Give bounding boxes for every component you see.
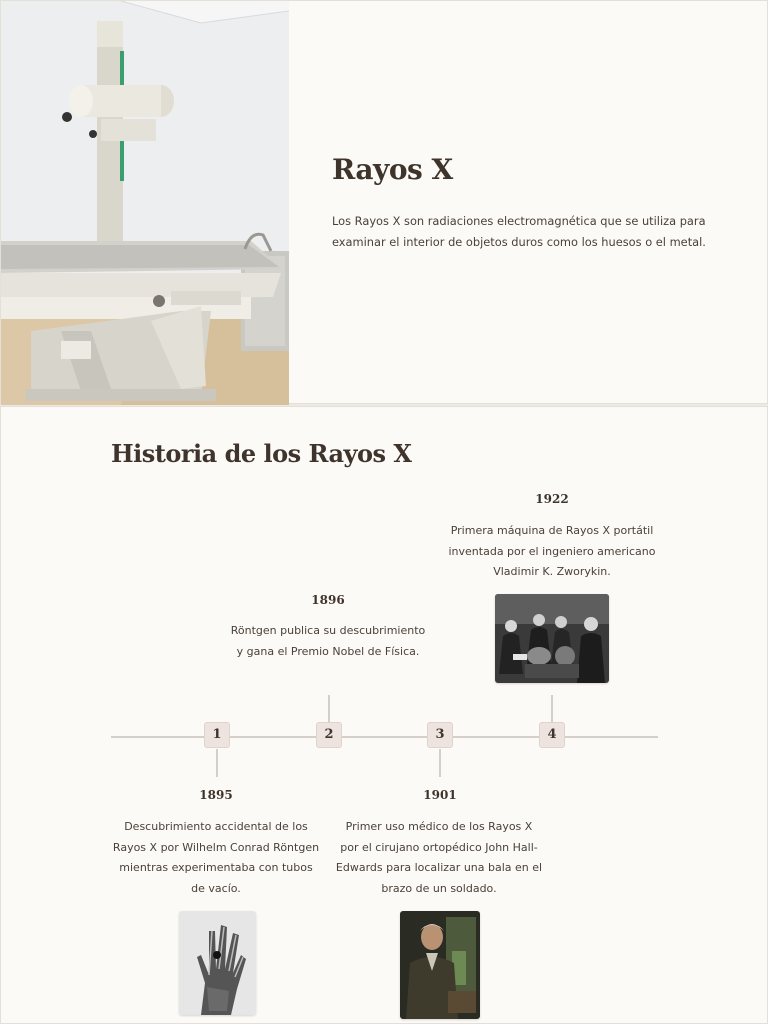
connector-1901 bbox=[439, 749, 441, 777]
connector-1896 bbox=[328, 695, 330, 723]
timeline-line bbox=[111, 736, 658, 738]
timeline-marker-4: 4 bbox=[539, 722, 565, 748]
event-text-1895: Descubrimiento accidental de los Rayos X por Wilhelm Conrad Röntgen mientras experimentaba con tubos de vacío. bbox=[112, 820, 320, 895]
timeline-slide bbox=[0, 406, 768, 1024]
intro-paragraph: Los Rayos X son radiaciones electromagnética que se utiliza para examinar el interior de objetos duros como los huesos o el metal. bbox=[332, 214, 706, 249]
timeline-marker-3: 3 bbox=[427, 722, 453, 748]
event-year-1896: 1896 bbox=[311, 593, 345, 607]
event-text-1896: Röntgen publica su descubrimiento y gana el Premio Nobel de Física. bbox=[230, 624, 426, 658]
page-title: Rayos X bbox=[332, 153, 453, 186]
title-slide bbox=[0, 0, 768, 404]
zworykin-group-photo bbox=[495, 594, 609, 683]
surgeon-portrait-photo bbox=[400, 911, 480, 1019]
timeline-marker-2: 2 bbox=[316, 722, 342, 748]
event-year-1901: 1901 bbox=[423, 788, 457, 802]
xray-machine-photo bbox=[1, 1, 289, 405]
xray-hand-photo bbox=[179, 911, 256, 1015]
timeline-marker-1: 1 bbox=[204, 722, 230, 748]
event-year-1922: 1922 bbox=[535, 492, 569, 506]
event-text-1901: Primer uso médico de los Rayos X por el cirujano ortopédico John Hall-Edwards para localizar una bala en el brazo de un soldado. bbox=[335, 820, 543, 895]
section-title: Historia de los Rayos X bbox=[111, 439, 412, 468]
connector-1895 bbox=[216, 749, 218, 777]
connector-1922 bbox=[551, 695, 553, 723]
event-text-1922: Primera máquina de Rayos X portátil inventada por el ingeniero americano Vladimir K. Zworykin. bbox=[448, 524, 656, 578]
event-year-1895: 1895 bbox=[199, 788, 233, 802]
